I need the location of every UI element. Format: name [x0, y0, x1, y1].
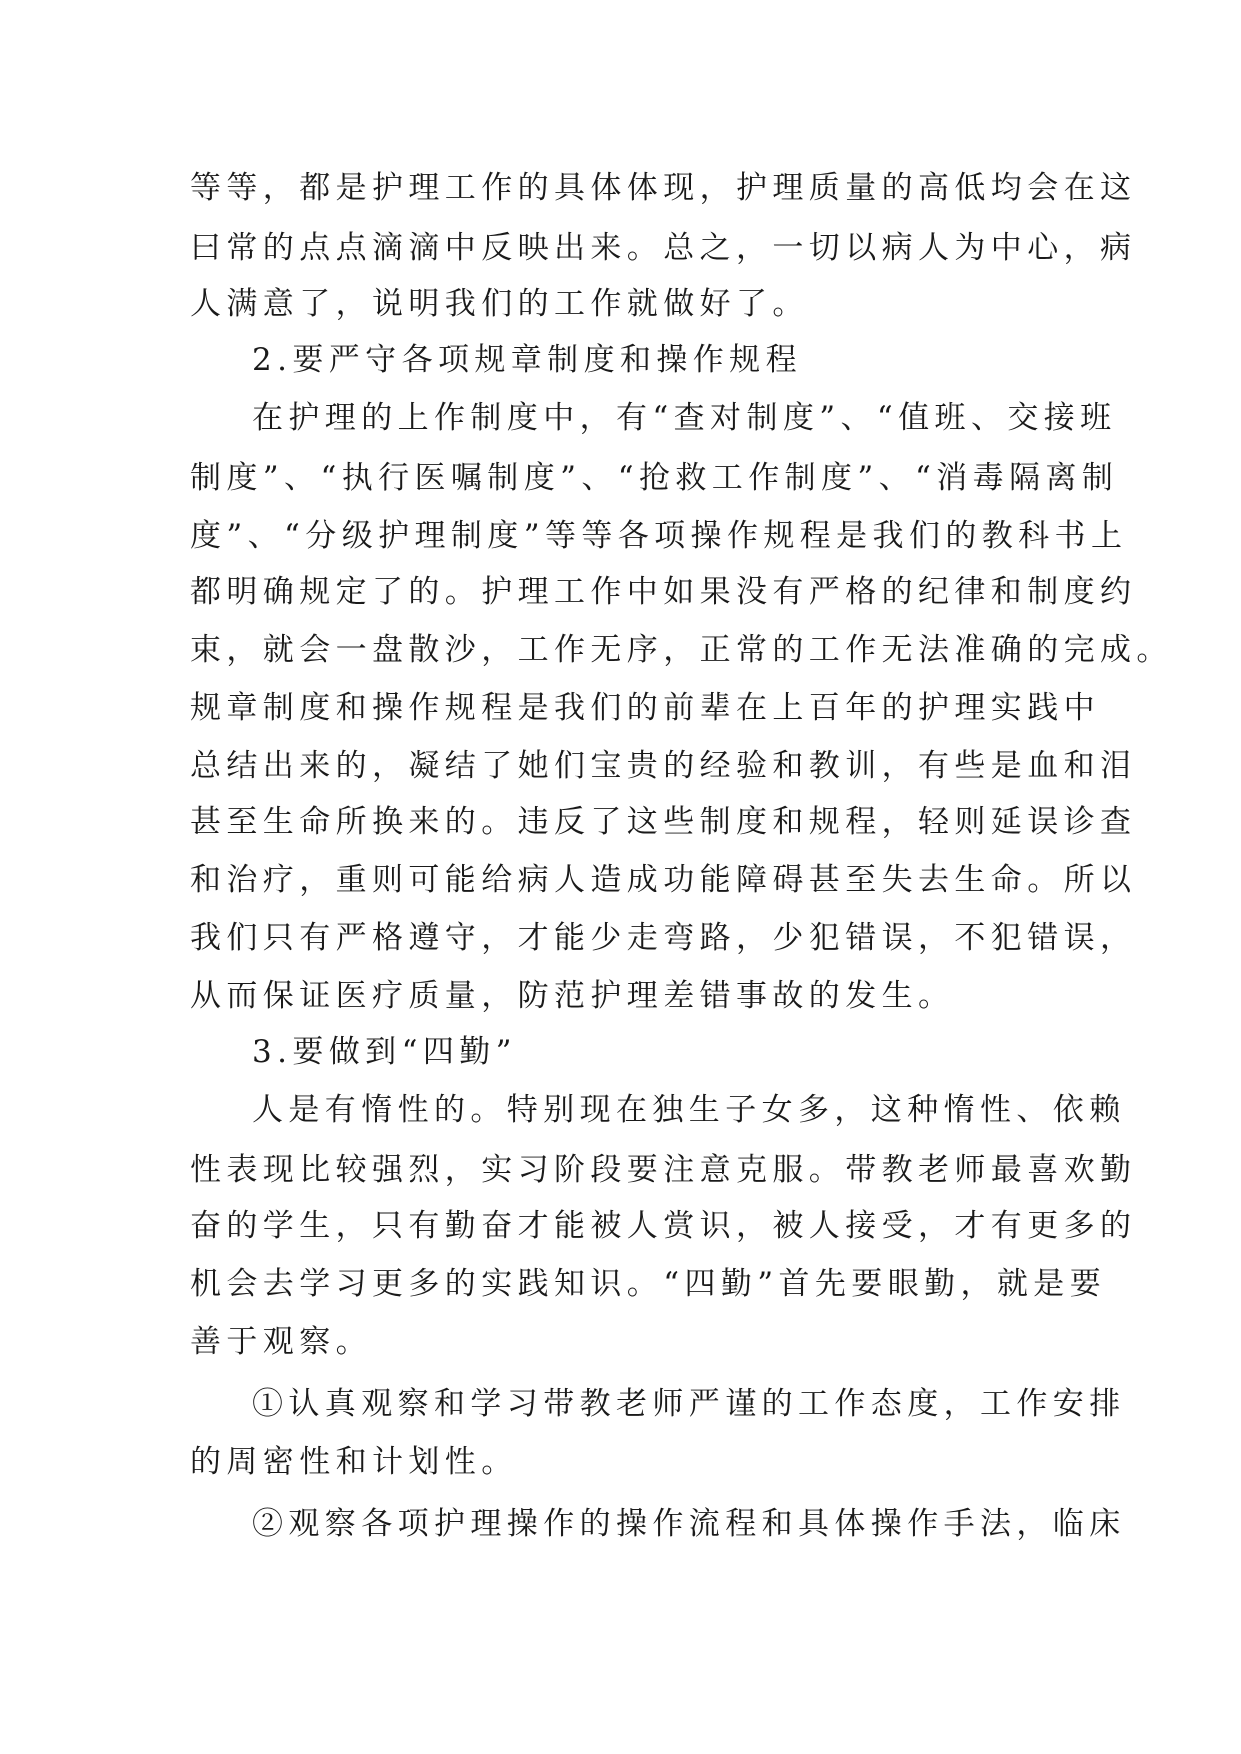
- text-line: 束，就会一盘散沙，工作无序，正常的工作无法准确的完成。: [190, 632, 1173, 668]
- text-line: 等等，都是护理工作的具体体现，护理质量的高低均会在这: [190, 170, 1137, 206]
- text-line: 从而保证医疗质量，防范护理差错事故的发生。: [190, 978, 955, 1014]
- text-line: 人满意了，说明我们的工作就做好了。: [190, 286, 809, 322]
- paragraph-first-line: 人是有惰性的。特别现在独生子女多，这种惰性、依赖: [252, 1092, 1126, 1128]
- text-line: 机会去学习更多的实践知识。“四勤”首先要眼勤，就是要: [190, 1266, 1107, 1302]
- paragraph-first-line: 在护理的上作制度中，有“查对制度”、“值班、交接班: [252, 400, 1117, 436]
- text-line: 奋的学生，只有勤奋才能被人赏识，被人接受，才有更多的: [190, 1208, 1137, 1244]
- list-item-2: ②观察各项护理操作的操作流程和具体操作手法，临床: [252, 1506, 1126, 1542]
- text-line: 和治疗，重则可能给病人造成功能障碍甚至失去生命。所以: [190, 862, 1137, 898]
- text-line: 我们只有严格遵守，才能少走弯路，少犯错误，不犯错误，: [190, 920, 1137, 956]
- text-line: 曰常的点点滴滴中反映出来。总之，一切以病人为中心，病: [190, 230, 1137, 266]
- text-line: 性表现比较强烈，实习阶段要注意克服。带教老师最喜欢勤: [190, 1152, 1137, 1188]
- text-line: 的周密性和计划性。: [190, 1444, 518, 1480]
- text-line: 制度”、“执行医嘱制度”、“抢救工作制度”、“消毒隔离制: [190, 460, 1119, 496]
- text-line: 规章制度和操作规程是我们的前辈在上百年的护理实践中: [190, 690, 1100, 726]
- text-line: 都明确规定了的。护理工作中如果没有严格的纪律和制度约: [190, 574, 1137, 610]
- list-item-1: ①认真观察和学习带教老师严谨的工作态度，工作安排: [252, 1386, 1126, 1422]
- text-line: 总结出来的，凝结了她们宝贵的经验和教训，有些是血和泪: [190, 748, 1137, 784]
- text-line: 甚至生命所换来的。违反了这些制度和规程，轻则延误诊查: [190, 804, 1137, 840]
- section-heading: 3.要做到“四勤”: [252, 1034, 517, 1070]
- text-line: 度”、“分级护理制度”等等各项操作规程是我们的教科书上: [190, 518, 1128, 554]
- section-heading: 2.要严守各项规章制度和操作规程: [252, 342, 802, 378]
- text-line: 善于观察。: [190, 1324, 372, 1360]
